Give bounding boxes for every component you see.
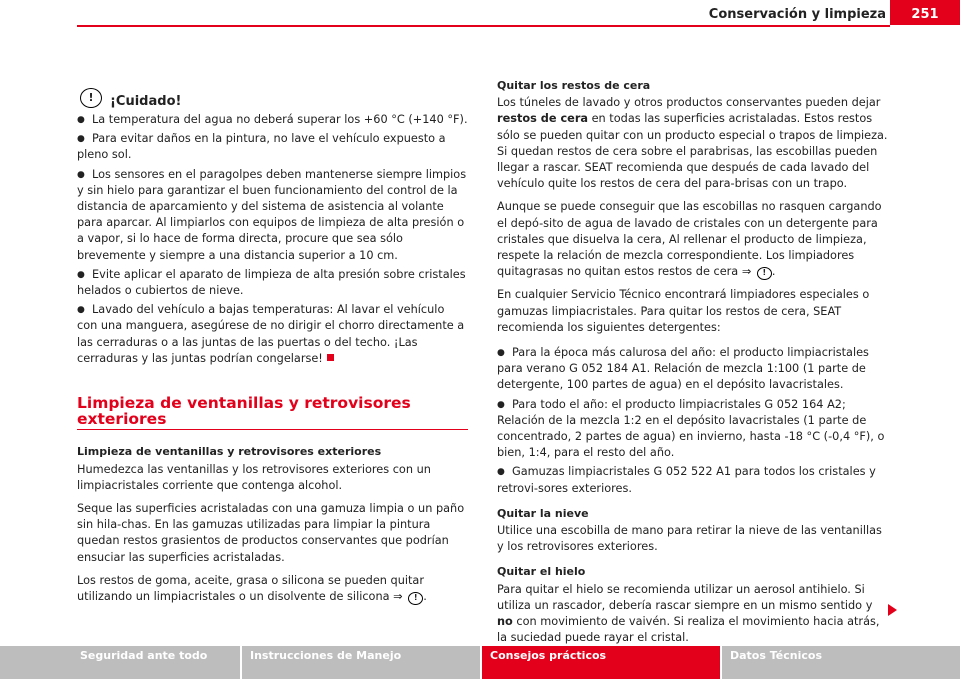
tab-instrucciones[interactable]: Instrucciones de Manejo [240, 646, 480, 679]
wax-heading: Quitar los restos de cera [497, 79, 651, 92]
tab-consejos[interactable]: Consejos prácticos [480, 646, 720, 679]
tab-seguridad[interactable]: Seguridad ante todo [0, 646, 240, 679]
paragraph: Para quitar el hielo se recomienda utilizar un aerosol antihielo. Si utiliza un rascador, debería rascar siempre en un mismo sentido y no con movimiento de vaivén. Si realiza el movimiento hacia atrás, la suciedad puede rayar el cristal. [497, 582, 880, 645]
subsection-heading: Limpieza de ventanillas y retrovisores exteriores [77, 445, 382, 459]
warning-bullet: ● Los sensores en el paragolpes deben mantenerse siempre limpios y sin hielo para garantizar el buen funcionamiento del control de la distancia de aparcamiento y del sistema de asistencia al volante para aparcar. Al limpiarlos con equipos de limpieza de alta presión o a vapor, si lo hace de forma directa, procure que sea sólo brevemente y siempre a una distancia superior a 10 cm. [77, 167, 467, 262]
warning-bullet: ● Evite aplicar el aparato de limpieza de alta presión sobre cristales helados o cubiertos de nieve. [77, 267, 466, 298]
warning-bullet: ● Para evitar daños en la pintura, no lave el vehículo expuesto a pleno sol. [77, 132, 446, 162]
warning-reference-icon[interactable]: ! [757, 267, 772, 280]
detergent-bullet: ● Gamuzas limpiacristales G 052 522 A1 para todos los cristales y retrovi-sores exteriores. [497, 465, 876, 495]
paragraph: Aunque se puede conseguir que las escobillas no rasquen cargando el depó-sito de agua de lavado de cristales con un detergente para cristales que disuelva la cera, Al rellenar el producto de limpieza, respete la relación de mezcla correspondiente. Los limpiadores quitagrasas no quitan estos restos de cera ⇒ ! . [497, 200, 882, 279]
paragraph: Los restos de goma, aceite, grasa o silicona se pueden quitar utilizando un limpiacristales o un disolvente de silicona ⇒ ! . [77, 573, 427, 604]
bullet-icon: ● [497, 399, 505, 410]
bullet-icon: ● [77, 115, 85, 125]
bullet-icon: ● [497, 467, 505, 478]
bullet-icon: ● [77, 169, 85, 180]
page-header [0, 0, 960, 28]
snow-heading: Quitar la nieve [497, 506, 589, 520]
right-column [497, 78, 890, 654]
paragraph: Seque las superficies acristaladas con una gamuza limpia o un paño sin hila-chas. En las gamuzas utilizadas para limpiar la pintura quedan restos grasientos de productos conservantes que podrían ensuciar las superficies acristaladas. [77, 502, 465, 564]
end-of-warning-marker [327, 354, 334, 361]
paragraph: En cualquier Servicio Técnico encontrará limpiadores especiales o gamuzas limpiacristales. Para quitar los restos de cera, SEAT recomienda los siguientes detergentes: [497, 288, 870, 334]
warning-circle-icon: ! [80, 88, 102, 108]
chapter-title: Conservación y limpieza [708, 7, 886, 22]
warning-bullet: ● Lavado del vehículo a bajas temperaturas: Al lavar el vehículo con una manguera, asegúrese de no dirigir el chorro directamente a las cerraduras o a las juntas de las puertas o del techo. ¡Las cerraduras y las juntas podrían congelarse! [77, 303, 465, 365]
tab-datos[interactable]: Datos Técnicos [720, 646, 960, 679]
bullet-icon: ● [77, 134, 85, 145]
paragraph: Utilice una escobilla de mano para retirar la nieve de las ventanillas y los retrovisores exteriores. [497, 524, 882, 554]
paragraph: Humedezca las ventanillas y los retrovisores exteriores con un limpiacristales corriente que contenga alcohol. [77, 462, 431, 492]
header-rule [77, 25, 890, 27]
warning-reference-icon[interactable]: ! [408, 592, 423, 605]
bullet-icon: ● [77, 305, 85, 316]
next-page-arrow-icon[interactable] [888, 604, 897, 616]
page-number: 251 [890, 0, 960, 25]
warning-title: ¡Cuidado! [110, 93, 182, 109]
detergent-bullet: ● Para la época más calurosa del año: el producto limpiacristales para verano G 052 184 A1. Relación de mezcla 1:100 (1 parte de detergente, 100 partes de agua) en el depósito lavacristales. [497, 346, 869, 392]
section-title: Limpieza de ventanillas y retrovisores exteriores [77, 395, 468, 430]
warning-bullet: ● La temperatura del agua no deberá superar los +60 °C (+140 °F). [77, 112, 468, 128]
left-column [77, 84, 468, 612]
footer-nav [0, 646, 960, 679]
bullet-icon: ● [497, 348, 505, 359]
warning-heading [77, 84, 468, 110]
paragraph: Los túneles de lavado y otros productos conservantes pueden dejar restos de cera en todas las superficies acristaladas. Estos restos sólo se pueden quitar con un producto especial o trapos de limpieza. Si quedan restos de cera sobre el parabrisas, las escobillas pueden llegar a rascar. SEAT recomienda que después de cada lavado del vehículo quite los restos de cera del para-brisas con un trapo. [497, 96, 888, 191]
bullet-icon: ● [77, 269, 85, 280]
ice-heading: Quitar el hielo [497, 565, 586, 579]
detergent-bullet: ● Para todo el año: el producto limpiacristales G 052 164 A2; Relación de la mezcla 1:2 en el depósito lavacristales (1 parte de concentrado, 2 partes de agua) en invierno, hasta -18 °C (-0,4 °F), o bien, 1:4, para el resto del año. [497, 397, 885, 460]
